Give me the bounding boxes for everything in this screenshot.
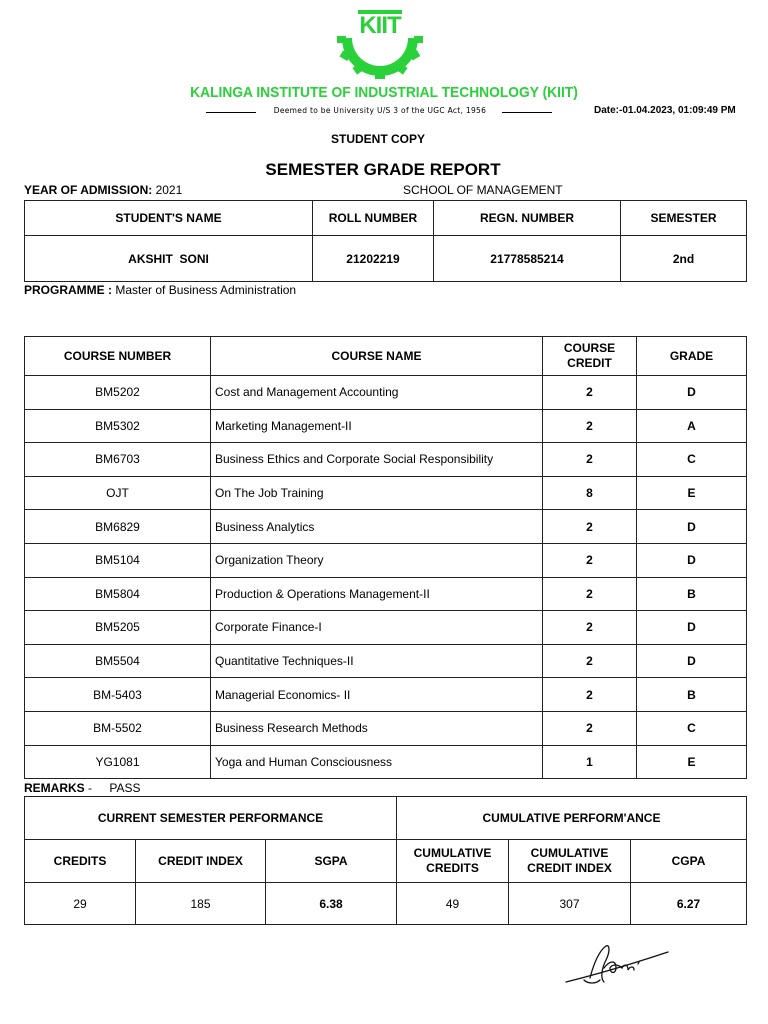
deemed-university-line: [206, 106, 552, 118]
course-row: [25, 443, 747, 477]
admission-value: 2021: [155, 183, 183, 197]
course-credit: 2: [543, 376, 637, 410]
student-info-header: [25, 201, 747, 236]
header-regn-number: REGN. NUMBER: [434, 201, 621, 236]
course-number: BM6829: [25, 510, 211, 544]
programme: [24, 283, 296, 297]
course-number: BM-5502: [25, 711, 211, 745]
course-row: [25, 376, 747, 410]
course-credit: 2: [543, 409, 637, 443]
programme-value: Master of Business Administration: [115, 283, 297, 297]
course-row: [25, 577, 747, 611]
course-credit: 2: [543, 644, 637, 678]
course-row: [25, 611, 747, 645]
course-number: BM5202: [25, 376, 211, 410]
credit-index-value: 185: [136, 883, 266, 925]
course-grade: D: [637, 644, 747, 678]
course-name: Business Research Methods: [211, 711, 543, 745]
course-name: Managerial Economics- II: [211, 678, 543, 712]
credits-value: 29: [25, 883, 136, 925]
remarks-label: REMARKS: [24, 781, 85, 795]
right-rule: [502, 112, 552, 113]
course-name: Yoga and Human Consciousness: [211, 745, 543, 779]
student-name: AKSHIT SONI: [25, 236, 313, 282]
course-row: [25, 711, 747, 745]
remarks: [24, 781, 140, 795]
header-cumulative-credit-index: CUMULATIVE CREDIT INDEX: [509, 840, 631, 883]
course-grade: C: [637, 443, 747, 477]
school-name: SCHOOL OF MANAGEMENT: [403, 183, 563, 197]
header-cgpa: CGPA: [631, 840, 747, 883]
left-rule: [206, 112, 256, 113]
copy-label: STUDENT COPY: [330, 132, 425, 146]
course-grade: A: [637, 409, 747, 443]
programme-label: PROGRAMME :: [24, 283, 112, 297]
cumulative-credits-value: 49: [397, 883, 509, 925]
course-grade: C: [637, 711, 747, 745]
course-grade: D: [637, 543, 747, 577]
course-credit: 2: [543, 678, 637, 712]
course-credit: 2: [543, 543, 637, 577]
header-course-number: COURSE NUMBER: [25, 337, 211, 376]
course-row: [25, 510, 747, 544]
performance-title-row: [25, 797, 747, 840]
course-name: Business Analytics: [211, 510, 543, 544]
year-of-admission: [24, 183, 182, 197]
course-grade: B: [637, 678, 747, 712]
course-number: BM-5403: [25, 678, 211, 712]
course-credit: 1: [543, 745, 637, 779]
header-credits: CREDITS: [25, 840, 136, 883]
performance-header-row: [25, 840, 747, 883]
course-row: [25, 409, 747, 443]
course-name: Business Ethics and Corporate Social Responsibility: [211, 443, 543, 477]
course-table: [24, 336, 747, 779]
course-grade: D: [637, 611, 747, 645]
cumulative-credit-index-value: 307: [509, 883, 631, 925]
course-row: [25, 745, 747, 779]
header-semester: SEMESTER: [621, 201, 747, 236]
remarks-separator: -: [88, 781, 93, 795]
course-number: YG1081: [25, 745, 211, 779]
course-name: On The Job Training: [211, 476, 543, 510]
course-credit: 2: [543, 611, 637, 645]
course-name: Organization Theory: [211, 543, 543, 577]
course-number: BM5302: [25, 409, 211, 443]
student-info-table: [24, 200, 747, 282]
course-name: Cost and Management Accounting: [211, 376, 543, 410]
course-name: Quantitative Techniques-II: [211, 644, 543, 678]
signature: [560, 938, 672, 992]
course-grade: D: [637, 510, 747, 544]
course-number: OJT: [25, 476, 211, 510]
course-name: Production & Operations Management-II: [211, 577, 543, 611]
semester: 2nd: [621, 236, 747, 282]
sgpa-value: 6.38: [266, 883, 397, 925]
header-roll-number: ROLL NUMBER: [313, 201, 434, 236]
course-grade: E: [637, 476, 747, 510]
course-grade: B: [637, 577, 747, 611]
cumulative-title: CUMULATIVE PERFORM'ANCE: [397, 797, 747, 840]
course-grade: D: [637, 376, 747, 410]
course-name: Corporate Finance-I: [211, 611, 543, 645]
course-number: BM5804: [25, 577, 211, 611]
report-title: SEMESTER GRADE REPORT: [265, 160, 501, 179]
header-student-name: STUDENT'S NAME: [25, 201, 313, 236]
course-row: [25, 476, 747, 510]
admission-label: YEAR OF ADMISSION:: [24, 183, 153, 197]
course-number: BM6703: [25, 443, 211, 477]
header-sgpa: SGPA: [266, 840, 397, 883]
header-credit-index: CREDIT INDEX: [136, 840, 266, 883]
remarks-value: PASS: [109, 781, 141, 795]
header-course-name: COURSE NAME: [211, 337, 543, 376]
course-number: BM5504: [25, 644, 211, 678]
course-credit: 2: [543, 443, 637, 477]
course-grade: E: [637, 745, 747, 779]
course-credit: 2: [543, 577, 637, 611]
course-row: [25, 543, 747, 577]
roll-number: 21202219: [313, 236, 434, 282]
performance-values-row: [25, 883, 747, 925]
course-number: BM5205: [25, 611, 211, 645]
student-info-row: [25, 236, 747, 282]
course-credit: 8: [543, 476, 637, 510]
header-cumulative-credits: CUMULATIVE CREDITS: [397, 840, 509, 883]
course-row: [25, 644, 747, 678]
course-number: BM5104: [25, 543, 211, 577]
kiit-logo: [334, 8, 426, 80]
regn-number: 21778585214: [434, 236, 621, 282]
course-table-header: [25, 337, 747, 376]
header-course-credit: COURSE CREDIT: [543, 337, 637, 376]
report-date: Date:-01.04.2023, 01:09:49 PM: [594, 105, 736, 116]
cgpa-value: 6.27: [631, 883, 747, 925]
current-semester-title: CURRENT SEMESTER PERFORMANCE: [25, 797, 397, 840]
institute-name: KALINGA INSTITUTE OF INDUSTRIAL TECHNOLOGY (KIIT): [190, 84, 578, 101]
header-grade: GRADE: [637, 337, 747, 376]
course-credit: 2: [543, 510, 637, 544]
course-row: [25, 678, 747, 712]
course-name: Marketing Management-II: [211, 409, 543, 443]
deemed-text: Deemed to be University U/S 3 of the UGC Act, 1956: [273, 106, 487, 115]
performance-table: [24, 796, 747, 925]
logo-text: KIIT: [359, 12, 401, 39]
course-credit: 2: [543, 711, 637, 745]
